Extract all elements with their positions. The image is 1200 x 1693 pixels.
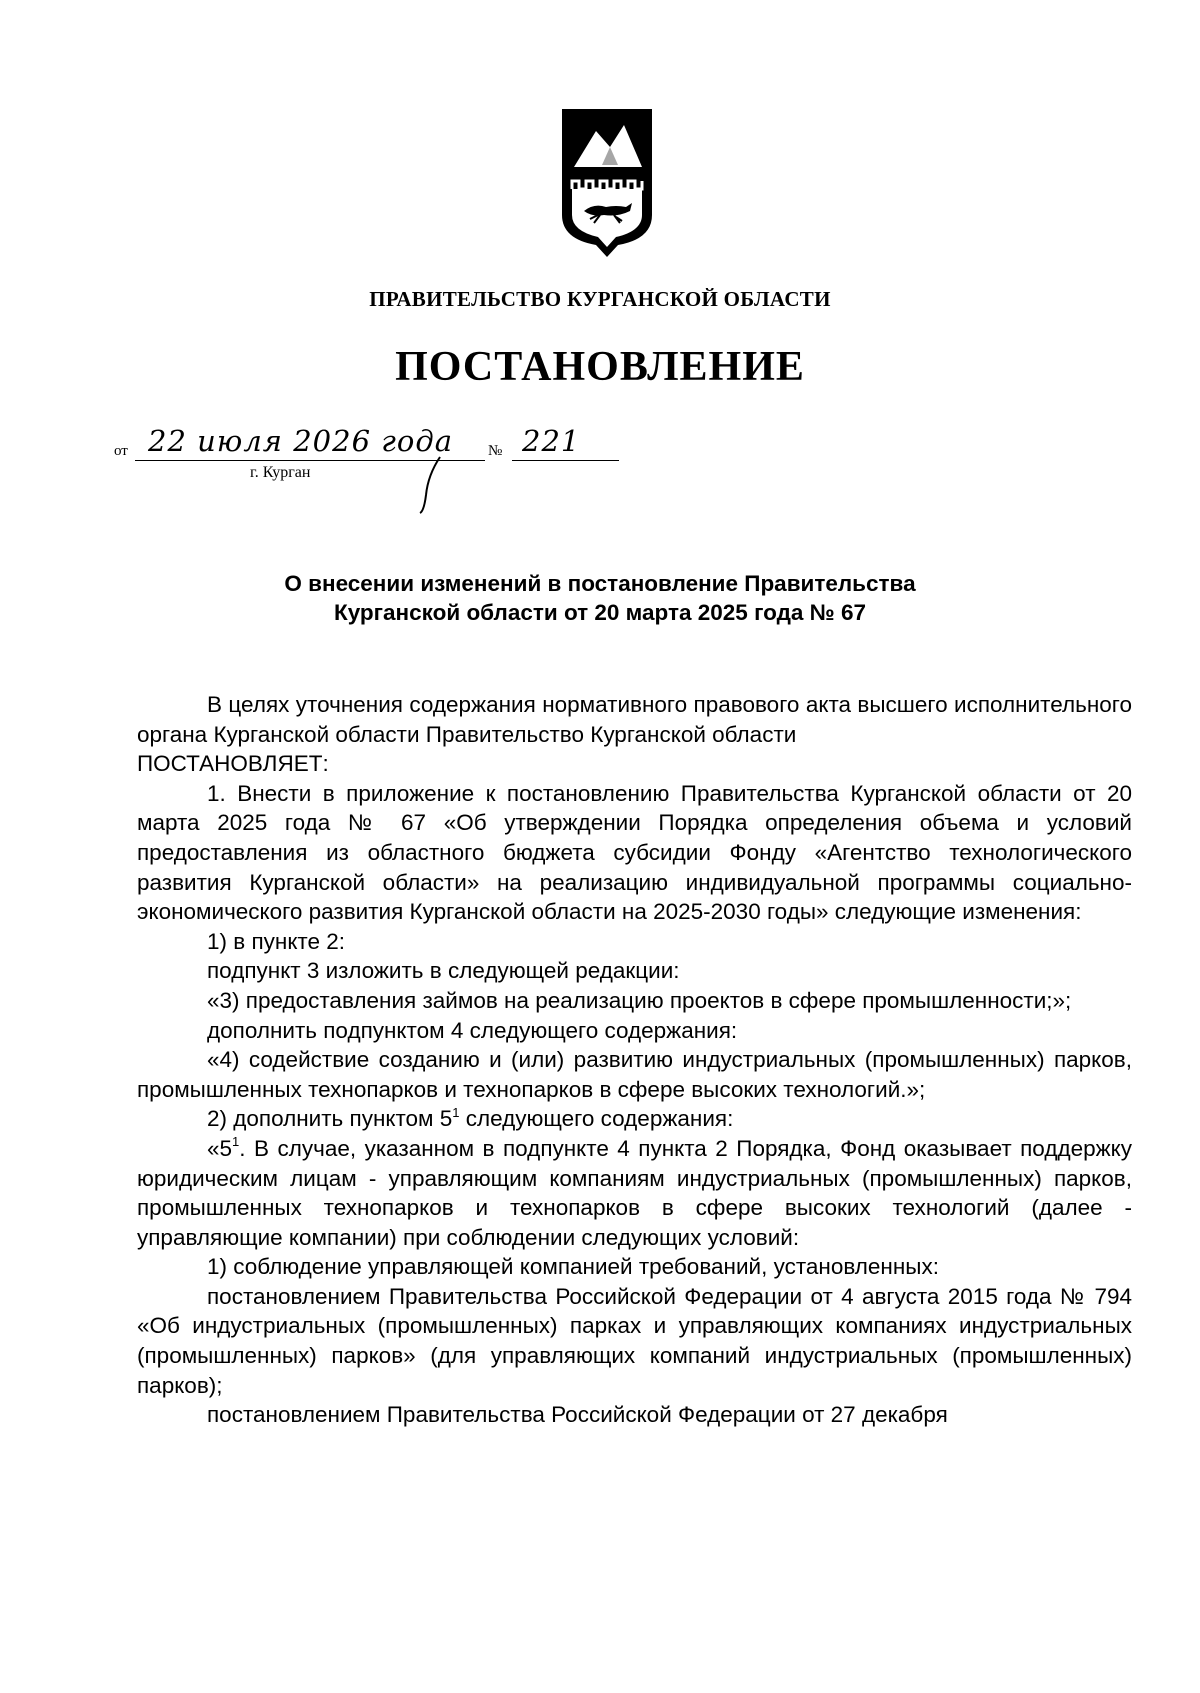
superscript: 1 xyxy=(232,1134,240,1150)
text-run: «5 xyxy=(207,1135,233,1161)
subject-line-2: Курганской области от 20 марта 2025 года № 67 xyxy=(333,600,867,625)
paragraph: 1) в пункте 2: xyxy=(207,928,345,954)
coat-of-arms-emblem xyxy=(558,107,656,257)
paragraph-resolves: ПОСТАНОВЛЯЕТ: xyxy=(137,751,329,777)
paragraph xyxy=(137,1104,1132,1134)
paragraph: «3) предоставления займов на реализацию проектов в сфере промышленности;»; xyxy=(207,987,1072,1013)
paragraph: постановлением Правительства Российской Федерации от 27 декабря xyxy=(207,1402,948,1428)
organization-name: ПРАВИТЕЛЬСТВО КУРГАНСКОЙ ОБЛАСТИ xyxy=(369,287,831,311)
subject-line-1: О внесении изменений в постановление Правительства xyxy=(284,571,916,596)
superscript: 1 xyxy=(452,1104,460,1120)
paragraph: постановлением Правительства Российской Федерации от 4 августа 2015 года № 794 «Об индустриальных (промышленных) парках и управляющих компаниях индустриальных (промышленных) парков» (для управляющих компаний индустриальных (промышленных) парков); xyxy=(137,1283,1132,1398)
number-underline xyxy=(512,460,619,461)
handwritten-date: 22 июля 2026 года xyxy=(148,424,454,458)
paragraph: 1) соблюдение управляющей компанией требований, установленных: xyxy=(207,1254,939,1280)
paragraph xyxy=(137,1134,1132,1252)
text-run: следующего содержания: xyxy=(459,1106,734,1132)
paragraph: В целях уточнения содержания нормативного правового акта высшего исполнительного органа Курганской области Правительство Курганской области xyxy=(137,692,1132,747)
document-body xyxy=(137,690,1132,1430)
date-prefix-label: от xyxy=(114,443,128,459)
text-run: . В случае, указанном в подпункте 4 пункта 2 Порядка, Фонд оказывает поддержку юридическим лицам - управляющим компаниям индустриальных (промышленных) парков, промышленных технопарков и технопарков в сфере высоких технологий (далее - управляющие компании) при соблюдении следующих условий: xyxy=(137,1135,1132,1250)
city-label: г. Курган xyxy=(250,464,311,481)
number-label: № xyxy=(488,443,503,459)
text-run: 2) дополнить пунктом 5 xyxy=(207,1106,453,1132)
handwriting-stroke xyxy=(418,455,446,515)
document-type-title: ПОСТАНОВЛЕНИЕ xyxy=(395,344,805,390)
handwritten-number: 221 xyxy=(522,424,581,458)
paragraph: дополнить подпунктом 4 следующего содержания: xyxy=(207,1017,738,1043)
paragraph: «4) содействие созданию и (или) развитию индустриальных (промышленных) парков, промышленных технопарков и технопарков в сфере высоких технологий.»; xyxy=(137,1047,1132,1102)
paragraph: 1. Внести в приложение к постановлению Правительства Курганской области от 20 марта 2025 года № 67 «Об утверждении Порядка определения объема и условий предоставления из областного бюджета субсидии Фонду «Агентство технологического развития Курганской области» на реализацию индивидуальной программы социально-экономического развития Курганской области на 2025-2030 годы» следующие изменения: xyxy=(137,780,1132,925)
document-subject xyxy=(0,569,1200,627)
paragraph: подпункт 3 изложить в следующей редакции: xyxy=(207,958,680,984)
